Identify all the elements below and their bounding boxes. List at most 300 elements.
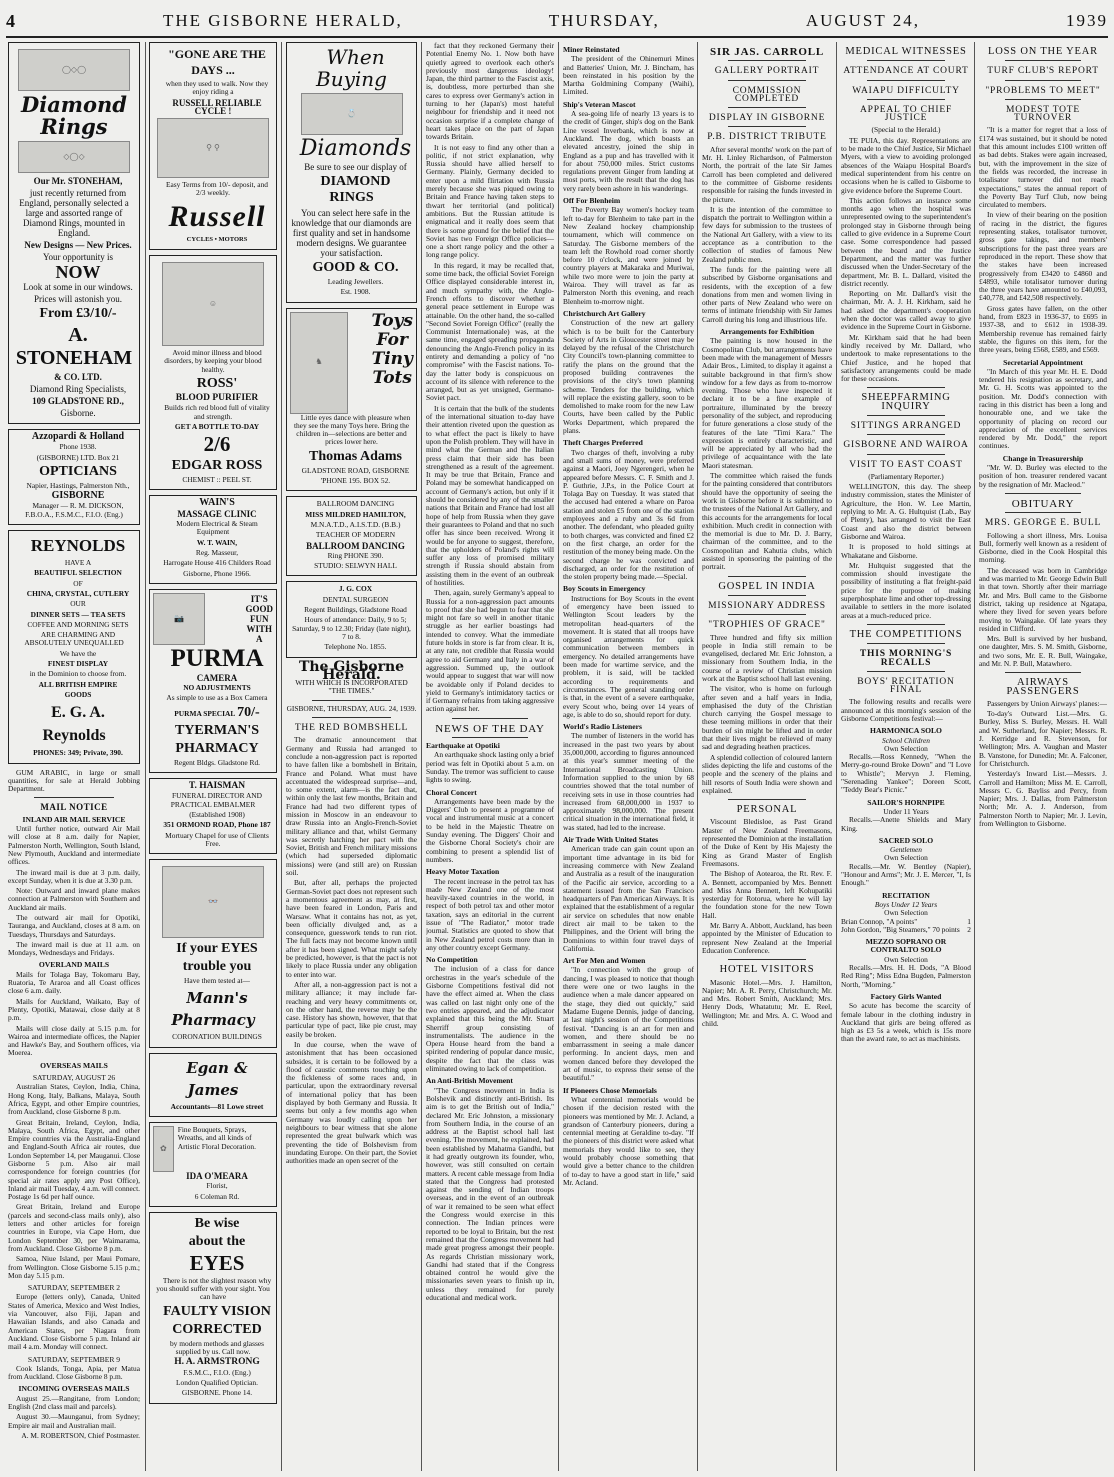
ring-box-illustration: 💍 [301, 93, 403, 135]
advert-headline: FAULTY VISION [163, 1303, 271, 1319]
advert-text: GOODS [64, 689, 92, 699]
column-rule [281, 42, 282, 1471]
news-subhead: Earthquake at Opotiki [426, 741, 500, 751]
article-paragraph: A splendid collection of coloured lantern slides depicting the life and customs of the people and the scenery of the plains and hill resorts of South India were shown and explained. [702, 752, 832, 795]
advert-text: GISBORNE [51, 490, 105, 502]
article-paragraph: August 25.—Rangitane, from London; English (2nd class mail and parcels). [8, 1393, 140, 1412]
competition-class: SAILOR'S HORNPIPE [867, 797, 945, 807]
news-paragraph: Arrangements have been made by the Diggers' Club to present a programme of vocal and instrumental music at a concert to be held in the Majestic Theatre on Sunday evening. The Diggers' Choir and the Gisborne Choral Society's choir are combining to present a splendid list of numbers. [426, 796, 554, 864]
cox-advert [286, 581, 417, 657]
advert-text: Gisborne. [60, 408, 96, 418]
woman-illustration: ☺ [162, 262, 264, 346]
advert-headline: trouble you [182, 959, 252, 975]
article-deck: MODEST TOTE TURNOVER [1006, 104, 1080, 124]
news-subhead: Ship's Veteran Mascot [563, 99, 636, 109]
section-subhead: OVERLAND MAILS [38, 960, 110, 970]
news-paragraph: Instructions for Boy Scouts in the event of emergency have been issued to Wellington Scout leaders by the metropolitan head-quarters of the movement. It is stated that all troops have organised arrangements for quick communication between members in emergency. No detailed arrangements have been made for wartime service, and the problem, it is said, will be tackled according to requirements and circumstances. The general standing order is that, in the event of a severe earthquake, every Scout who, being over 14 years of age, is able to do so, should report for duty. [563, 593, 694, 719]
russell-advert [149, 42, 277, 250]
ross-advert [149, 255, 277, 490]
news-paragraph: An earthquake shock lasting only a brief period was felt in Opotiki about 5 a.m. on Sunday. The tremor was sufficient to cause lights to swing. [426, 750, 554, 785]
article-deck: GALLERY PORTRAIT [714, 66, 820, 77]
advert-text: BLOOD PURIFIER [175, 392, 259, 403]
advert-text: NO ADJUSTMENTS [183, 683, 251, 693]
advert-headline: If your EYES [176, 941, 258, 957]
advert-text: HAVE A [64, 558, 92, 568]
article-deck: WAIAPU DIFFICULTY [852, 85, 960, 96]
masthead [6, 6, 1108, 38]
masthead-year: 1939 [1065, 11, 1108, 30]
advert-headline: CORRECTED [172, 1321, 262, 1337]
section-subhead: OVERSEAS MAILS [40, 1060, 108, 1070]
advert-text: WITH [246, 623, 272, 634]
editorial-paragraph: The dramatic announcement that Germany and Russia had arranged to conclude a non-aggression pact is reported to have fallen like a bombshell in Britain, France and Poland. What must have accentuated the widespread surprise—and, to some extent, alarm—is the fact that, within only the last few months, Britain and France had had two different types of mission in Moscow in an endeavour to draw Russia into an Anglo-French-Soviet military alliance and that, whilst Germany was secretly hatching her pact with the Soviet, British and French military missions (which had superseded diplomatic missions) were (and still are) on Russian soil. [286, 735, 417, 878]
article-paragraph: In view of their bearing on the position of racing in the district, the figures representing stakes, totalisator turnover, gross gate takings, and members' subscriptions for the past three years are reproduced in the report. These show that the stakes have been increased progressively from £3420 to £4860 and £4893, while totalisator turnover during the three years have amounted to £40,093, £40,778, and £42,508 respectively. [979, 210, 1107, 303]
advert-text: Little eyes dance with pleasure when they see the many Toys here. Bring the children in—selections are better and prices lower here. [293, 412, 411, 447]
article-paragraph: So acute has become the scarcity of female labour in the clothing industry in Auckland that girls are being offered as high as £3 5s a week, which is 15s more than the award rate, to act as machinists. [841, 1001, 971, 1044]
advert-text: COFFEE AND MORNING SETS [27, 619, 129, 629]
page-number: 4 [6, 10, 17, 31]
advert-text: Your opportunity is [42, 252, 114, 262]
article-paragraph: After several months' work on the part of Mr. H. Linley Richardson, of Palmerston North, the portrait of the late Sir James Carroll has been completed and delivered to the committee of Gisborne residents responsible for raising the funds invested in the picture. [702, 144, 832, 204]
paper-title: THE GISBORNE HERALD, [163, 11, 403, 30]
advert-text: DINNER SETS — TEA SETS [30, 609, 126, 619]
column-1 [8, 42, 140, 1471]
article-paragraph: Great Britain, Ireland, Ceylon, India, Malaya, South Africa, Egypt, and other Empire countries via the Australia-England and England-South Africa air routes, due London September 14, per Mauganui. Close Gisborne 5 p.m. Also air mail correspondence for foreign countries (for special air rates apply any Post Office), Inland air mail Tuesday, 4 a.m. will connect. Postage 1s 6d per half ounce. [8, 1117, 140, 1202]
column-4 [426, 42, 554, 1471]
advert-text: A [255, 633, 263, 644]
competition-class: Under 11 Years [883, 806, 929, 816]
advert-text: GET A BOTTLE TO-DAY [174, 421, 260, 431]
placing-value: 2 [967, 924, 971, 934]
advert-brand: GOOD & CO. [312, 260, 399, 275]
competition-class: Own Selection [884, 954, 928, 964]
advert-text: Regent Bldgs. Gladstone Rd. [173, 757, 260, 767]
advert-brand: REYNOLDS [30, 536, 126, 556]
news-subhead: Art For Men and Women [563, 956, 646, 966]
azzopardi-advert [8, 429, 140, 525]
advert-brand: E. G. A. Reynolds [42, 704, 106, 745]
advert-text: You can select here safe in the knowledge that our diamonds are first quality and set in handsome modern designs. We guarantee your satisfaction. [291, 208, 412, 258]
section-subhead: SATURDAY, SEPTEMBER 2 [27, 1283, 121, 1293]
advert-text: by modern methods and glasses supplied by us. Call now. [169, 1338, 264, 1357]
competition-class: Own Selection [884, 853, 928, 863]
advert-text: BEAUTIFUL SELECTION [34, 568, 122, 578]
flower-illustration: ✿ [153, 1126, 174, 1172]
article-deck: GISBORNE AND WAIROA [843, 440, 969, 451]
advert-brand: Russell [168, 199, 266, 233]
news-paragraph: The inclusion of a class for dance orchestras in the year's schedule of the Gisborne Competitions festival did not have the effect aimed at. When the class was called on last night only one of the two entries appeared, and the adjudicator explained that this being the Mr. Stuart Sherriff group consisting of instrumentalists. The audience in the Opera House heard from the band a spirited rendering of popular dance music, despite the fact that the class was eliminated owing to lack of competition. [426, 964, 554, 1074]
section-subhead: SATURDAY, AUGUST 26 [32, 1073, 116, 1083]
advert-text: Fine Bouquets, Sprays, Wreaths, and all kinds of Artistic Floral Decoration. [177, 1124, 256, 1151]
advert-text: Avoid minor illness and blood disorders, by keeping your blood healthy. [164, 348, 262, 374]
omeara-advert [149, 1122, 277, 1207]
editorial-paragraph: Then, again, surely Germany's appeal to Russia for a non-aggression pact amounts to proof that she had begun to fear that she might not fare so well in another titanic struggle as her earlier boastings had intended to convey. What the immediate future holds in store is far from clear. It is, at any rate, not credible that Russia would agree to aid Germany and Italy in a war of aggression. Summed up, the outlook would appear to suggest that war will now be avoidable only if Poland decides to yield to Germany's intimidatory tactics or if Germany refrains from taking aggressive action against her. [426, 588, 554, 714]
column-rule [145, 42, 146, 1471]
advert-price: 2/6 [203, 432, 231, 457]
article-paragraph: Reporting on Mr. Dallard's visit the chairman, Mr. A. J. H. Kirkham, said he had asked the department's cooperation when the doctor was called away to give evidence in the Supreme Court in Gisborne. [841, 289, 971, 332]
editorial-dateline: GISBORNE, THURSDAY, AUG. 24, 1939. [286, 703, 417, 713]
signature-line: A. M. ROBERTSON, Chief Postmaster. [21, 1430, 140, 1440]
advert-text: Builds rich red blood full of vitality and strength. [164, 403, 270, 421]
advert-text: Florist, [206, 1181, 228, 1191]
purma-advert [149, 589, 277, 773]
editorial-paragraph: It is not easy to find any other than a politic, if not strict explanation, why Russia should have allied herself to Germany. Plainly, Germany decided to enter upon a mild flirtation with Russia merely because she was piqued owing to Britain and France having taken steps to thwart her territorial (and political) ambitions. But the Russian attitude is enigmatical and it really does seem that there is some ground for the belief that the Soviet has two Foreign Office policies—one a short range policy and the other a long range policy. [426, 142, 554, 260]
article-paragraph: Mrs. Bull is survived by her husband, one daughter, Mrs. S. M. Smith, Gisborne, and two sons, Mr. E. R. Bull, Waingake, and Mr. N. P. Bull, Matawhero. [979, 634, 1107, 668]
column-3 [286, 42, 417, 1471]
news-paragraph: What centennial memorials would be chosen if the decision rested with the pioneers was mentioned by Mr. J. Acland, a grandson of Canterbury pioneers, during a centennial meeting at Geraldine to-day. "If the pioneers of this district were asked what memorials they would like to see, they would probably choose something that would give a better chance to the children of to-day to have a good start in life," said Mr. Acland. [563, 1094, 694, 1187]
advert-text: M.N.A.T.D., A.I.S.T.D. (B.B.) [310, 519, 401, 529]
news-paragraph: A sea-going life of nearly 13 years is to the credit of Ginger, ship's dog on the Bank Line vessel Inverbank, which is now at Auckland. The dog, which boasts an elevated ancestry, joined the ship in England as a pup and has travelled with it for about 750,000 miles. Strict customs regulations prevent Ginger from landing at most ports, with the result that the dog has very rarely been ashore in his wanderings. [563, 109, 694, 193]
advert-text: when they used to walk. Now they enjoy riding a [165, 79, 269, 97]
ring-illustration: ◯◇◯ [18, 49, 130, 91]
article-paragraph: The painting is now housed in the Cosmopolitan Club, but arrangements have been made with the management of Messrs Adair Bros., Limited, to display it against a suitable background in that firm's show window for a few days as from to-morrow evening. Those who have inspected it declare it to be a fine example of portraiture, illuminated by the breezy personality of the subject, and reproducing for future generations a close study of the features of the late "Timi Kara." The expression is entirely characteristic, and will be appreciated by all who had the privilege of acquaintance with the late Maori statesman. [702, 336, 832, 470]
camera-illustration: 📷 [153, 593, 205, 645]
byline: (Special to the Herald.) [871, 125, 941, 135]
article-headline: SIR JAS. CARROLL [710, 46, 824, 58]
egan-james-advert [149, 1053, 277, 1117]
advert-text: Be sure to see our display of [304, 162, 407, 172]
article-paragraph: Cook Islands, Tonga, Apia, per Matua from Auckland. Close Gisborne 8 p.m. [8, 1363, 140, 1382]
mail-notice-heading: MAIL NOTICE [40, 802, 108, 813]
advert-price: 70/- [237, 704, 260, 720]
article-deck: APPEAL TO CHIEF JUSTICE [859, 104, 953, 124]
advert-headline: EYES [189, 1250, 245, 1275]
news-subhead: Secretarial Appointment [1003, 357, 1083, 367]
article-paragraph: Mr. Kirkham said that he had been kindly received by Mr. Dallard, who undertook to make representations to the Chief Justice, and he hoped that satisfactory arrangements could be made for these occasions. [841, 332, 971, 384]
column-rule [836, 42, 837, 1471]
stoneham-headline: Diamond Rings [21, 92, 127, 139]
article-paragraph: The funds for the painting were all subscribed by Gisborne organisations and residents, with the exception of a few donations from men and women living in other parts of New Zealand who were on terms of intimate friendship with Sir James Carroll during his long and illustrious life. [702, 264, 832, 324]
advert-text: OUR [70, 599, 86, 609]
advert-text: Hours of attendance: Daily, 9 to 5; Saturday, 9 to 12.30; Friday (late night), 7 to 8. [292, 615, 411, 641]
article-paragraph: Australian States, Ceylon, India, China, Hong Kong, Italy, Balkans, Malaya, South Africa, Egypt, and other Empire countries, from Auckland, close Gisborne 8 p.m. [8, 1082, 140, 1117]
advert-headline: about the [188, 1233, 246, 1249]
advert-brand: IDA O'MEARA [186, 1170, 248, 1181]
advert-headline: For [376, 329, 408, 350]
article-paragraph: "It is a matter for regret that a loss of £174 was sustained, but it should be noted that this amount includes £100 written off as bad debts. Stakes were again increased, but, with the improvement in the size of the fields was recorded, the increase in totalisator turnover did not reach expectations," states the annual report of the Poverty Bay Turf Club, now being circulated to members. [979, 125, 1107, 210]
advert-text: 'PHONE 195. BOX 52. [320, 476, 391, 486]
article-deck: SITTINGS ARRANGED [850, 420, 962, 431]
article-paragraph: Masonic Hotel.—Mrs. J. Hamilton, Napier; Mr. A. R. Perry, Christchurch; Mr. and Mrs. Robert Smith, Auckland; Mrs. Henry Dods, Whatatutu; Mr. E. Reel, Wellington; Mr. and Mrs. A. C. Wood and child. [702, 977, 832, 1028]
article-paragraph: Mails will close daily at 5.15 p.m. for Wairoa and intermediate offices, the Napier and Hawke's Bay, and Southern offices, via Moerea. [8, 1023, 140, 1058]
article-paragraph: Three hundred and fifty six million people in India still remain to be evangelised, declared Mr. Eric Johnston, a missionary from Southern India, in the course of a review of Christian mission work at the Baptist school hall last evening. [702, 632, 832, 683]
editorial-headline: THE RED BOMBSHELL [294, 723, 409, 734]
article-headline: HOTEL VISITORS [719, 964, 815, 976]
advert-text: Napier, Hastings, Palmerston Nth., [26, 480, 130, 490]
article-paragraph: Mr. Barry A. Abbott, Auckland, has been appointed by the Minister of Education to represent New Zealand at the Imperial Education Conference. [702, 921, 832, 955]
advert-text: Prices will astonish you. [34, 294, 122, 304]
advert-headline: Tots [372, 367, 412, 388]
article-deck: MISSIONARY ADDRESS [708, 600, 826, 611]
article-paragraph: Recalls.—Mrs. H. H. Dods, "A Blood Red Ring"; Miss Edna Bugden, Palmerston North, "Morning." [841, 963, 971, 989]
advert-headline: Tiny [371, 348, 413, 369]
placing-name: John Gordon, "Big Steamers," 70 points [841, 924, 960, 934]
article-paragraph: Samoa, Niue Island, per Maui Pomare, from Wellington. Close Gisborne 5.15 p.m.; Mon day 5.15 p.m. [8, 1254, 140, 1280]
editorial-paragraph: But, after all, perhaps the projected German-Soviet pact does not represent such a momentous agreement as may, at first, have been feared in London, Paris and Warsaw. What it contains has not, as yet, been officially divulged and, as a consequence, guesswork tends to run riot. The full facts may not become known until after it has been signed. What might safely be predicted, however, is that the pact is not likely to place Russia under any obligation to enter into war. [286, 878, 417, 979]
article-paragraph: Recalls.—Ross Kennedy, "When the Merry-go-round Broke Down" and "I Love to Whistle"; Mervyn J. Fleming, "Serenading Yankee"; Doreen Scott, "Teddy Bear's Picnic." [841, 752, 971, 795]
competition-class: Boys Under 12 Years [874, 899, 938, 909]
column-8 [979, 42, 1107, 1471]
advert-text: We have the [59, 648, 97, 658]
article-paragraph: To-day's Outward List.—Mrs. G. Burley, Miss S. Burley, Messrs. H. Wall and W. Sutherland, for Napier; Messrs. R. J. Kerridge and R. Stevenson, for Wellington; Mrs. A. Vaughan and Master B. Vanstone, for Dunedin; Mr. A. Falconer, for Christchurch. [979, 709, 1107, 768]
competition-class: Gentlemen [889, 845, 922, 855]
editorial-paragraph: In due course, when the wave of astonishment that has been occasioned subsides, it is certain to be followed by a flood of caustic comments touching upon the fickleness of some races and, in particular, upon the extraordinary reversal of international policy that has been displayed by both Germany and Russia. It seems but only a few months ago when Germany was loudly calling upon her neighbours to bear witness that she alone represented the great bulwark which was preventing the tide of Bolshevism from inundating Europe. On their part, the Soviet authorities made an open secret of the [286, 1040, 417, 1166]
advert-brand: A. STONEHAM [15, 324, 133, 369]
article-paragraph: The committee which raised the funds for the painting considered that contributors should have the opportunity of seeing the work in Gisborne before it is submitted to the trustees of the National Art Gallery, and this accounts for the arrangements for local exhibition. Much credit in connection with the memorial is due to Mr. D. J. Barry, chairman of the committee, and to the Cosmopolitan and Kahutia clubs, which assisted in sponsoring the painting of the portrait. [702, 471, 832, 572]
advert-text: RUSSELL RELIABLE CYCLE ! [172, 97, 262, 116]
advert-text: PURMA SPECIAL [174, 708, 236, 718]
news-paragraph: The number of listeners in the world has increased in the past two years by about 35,000,000, according to figures announced at this year's summer meeting of the International Broadcasting Union. Information supplied to the union by 68 countries showed that the total number of receiving sets in use in those countries had increased from 68,000,000 in 1937 to approximately 98,000,000. The present critical situation in the international field, it was stated, had led to the increase. [563, 731, 694, 832]
article-paragraph: The Bishop of Aotearoa, the Rt. Rev. F. A. Bennett, accompanied by Mrs. Bennett and Miss Anna Bennett, left Kohupatiki yesterday for Rotorua, where he will lay the foundation stone for the new Town Hall. [702, 869, 832, 920]
article-headline: SHEEPFARMING INQUIRY [861, 392, 951, 412]
article-deck: "PROBLEMS TO MEET" [985, 85, 1101, 96]
advert-brand: Thomas Adams [309, 448, 402, 464]
news-subhead: If Pioneers Chose Memorials [563, 1085, 657, 1095]
advert-text: Leading Jewellers. [327, 277, 384, 286]
advert-price: From £3/10/- [39, 306, 117, 321]
news-subhead: Air Trade With United States [563, 835, 659, 845]
advert-text: Regent Buildings, Gladstone Road [304, 605, 407, 615]
article-headline: PERSONAL [736, 804, 798, 816]
article-headline: GOSPEL IN INDIA [718, 580, 816, 592]
advert-text: Modern Electrical & Steam Equipment [176, 519, 258, 537]
advert-text: (GISBORNE) LTD. Box 21 [36, 452, 120, 462]
advert-text: NOW [55, 262, 101, 282]
advert-text: 109 GLADSTONE RD., [32, 396, 124, 406]
article-paragraph: It is proposed to hold sittings at Whakatane and Gisborne. [841, 542, 971, 560]
advert-text: Telephone No. 1855. [324, 642, 387, 652]
advert-text: BALLROOM DANCING [316, 499, 395, 509]
column-rule [421, 42, 422, 1471]
news-subhead: Off For Blenheim [563, 196, 621, 206]
article-paragraph: Mails for Auckland, Waikato, Bay of Plenty, Opotiki, Matawai, close daily at 8 p.m. [8, 996, 140, 1023]
news-subhead: Change in Treasurership [1002, 453, 1084, 463]
stoneham-advert [8, 42, 140, 424]
advert-text: FINEST DISPLAY [47, 659, 109, 669]
article-paragraph: The deceased was born in Cambridge and was married to Mr. George Edwin Bull in that town. Shortly after their marriage Mr. and Mrs. Bull came to the Gisborne district, taking up residence at Ngatapa, where they lived for seven years before moving to Waingake. Of late years they resided in Clifford. [979, 565, 1107, 633]
advert-brand: J. G. COX [338, 584, 373, 594]
editorial-paragraph: In this regard, it may be recalled that, some time back, the official Soviet Foreign Office displayed considerable interest in, and much sympathy with, the Anglo-French efforts to discover whether a general peace settlement in Europe was attainable. On the other hand, the so-called "Second Soviet Foreign Office" (really the Communist Internationale) was, at the same time, engaged spreading propaganda denouncing the Anglo-French policy in its entirety and demanding a policy of "no compromise" with the Fascist nations. To-day the latter body is conspicuous on account of its silence with reference to the arranged, but as yet unsigned, Germano-Soviet pact. [426, 260, 554, 403]
advert-text: in the Dominion to choose from. [29, 669, 127, 679]
article-deck: DISPLAY IN GISBORNE [708, 113, 826, 124]
toys-illustration: ♞ [290, 312, 348, 414]
advert-text: MASSAGE CLINIC [177, 508, 257, 519]
advert-text: CAMERA [196, 672, 238, 683]
advert-headline: DIAMOND RINGS [320, 174, 391, 205]
advert-text: OF [73, 578, 83, 588]
advert-brand: EDGAR ROSS [171, 458, 263, 474]
news-subhead: Boy Scouts in Emergency [563, 584, 646, 594]
mann-advert [149, 859, 277, 1048]
section-subhead: INCOMING OVERSEAS MAILS [18, 1384, 130, 1394]
masthead-day: THURSDAY, [548, 11, 660, 30]
advert-text: Our Mr. STONEHAM, [33, 176, 123, 186]
competition-class: MEZZO SOPRANO OR CONTRALTO SOLO [865, 937, 947, 955]
advert-brand: TYERMAN'S [174, 722, 259, 738]
haisman-advert [149, 778, 277, 854]
advert-text: As simple to use as a Box Camera [166, 693, 268, 703]
article-paragraph: The following results and recalls were announced at this morning's session of the Gisborne Competitions festival:— [841, 697, 971, 723]
advert-text: Accountants—81 Lowe street [170, 1101, 264, 1111]
column-5 [563, 42, 694, 1471]
advert-text: GLADSTONE ROAD, GISBORNE [301, 465, 410, 475]
wain-advert [149, 495, 277, 583]
article-paragraph: It is the intention of the committee to dispatch the portrait to Wellington within a few days for submission to the trustees of the National Art Gallery, with a view to its acceptance as a contribution to the collection of studies of famous New Zealand public men. [702, 204, 832, 264]
man-with-glasses-illustration: 👓 [162, 866, 264, 938]
article-headline: MEDICAL WITNESSES [845, 46, 967, 57]
article-paragraph: Until further notice, outward Air Mail will close at 8 a.m. daily for Napier, Palmerston North, Wellington, South Island, New Plymouth, Auckland and intermediate offices. [8, 824, 140, 867]
article-deck: THIS MORNING'S RECALLS [859, 649, 953, 668]
article-paragraph: Gross gates have fallen, on the other hand, from £823 in 1936-37, to £695 in 1937-38, and to £612 in 1938-39. Membership revenue has remained fairly stable, the figures on this item, for the three years, being £568, £589, and £569. [979, 303, 1107, 355]
advert-text: Harrogate House 416 Childers Road [163, 558, 271, 568]
advert-text: 6 Coleman Rd. [194, 1191, 240, 1201]
placing-name: Brian Connop, "A points" [841, 916, 918, 926]
news-of-the-day-heading: NEWS OF THE DAY [435, 722, 545, 735]
article-deck: COMMISSION COMPLETED [732, 85, 802, 104]
news-subhead: Heavy Motor Taxation [426, 867, 500, 877]
article-headline: THE COMPETITIONS [849, 628, 963, 640]
column-6 [702, 42, 832, 1471]
article-paragraph: Europe (letters only), Canada, United States of America, Mexico and West Indies, via Vancouver, also Fiji, Japan and Hawaiian Islands, and also Canada and American States, per Niagara from Auckland. Close Gisborne 5 p.m. Inland air mail 4 a.m. Monday will connect. [8, 1292, 140, 1352]
article-paragraph: Recalls.—Anette Shields and Mary King. [841, 815, 971, 833]
advert-text: OPTICIANS [39, 463, 117, 479]
article-paragraph: TE PUIA, this day. Representations are to be made to the Chief Justice, Sir Michael Myers, with a view to avoiding prolonged absences of the Waiapu Hospital Board's medical superintendent from his centre on occasions when he is called to Gisborne to give evidence before the Supreme Court. [841, 135, 971, 195]
article-deck: "TROPHIES OF GRACE" [708, 620, 826, 631]
column-rule [558, 42, 559, 1471]
news-subhead: Miner Reinstated [563, 45, 620, 54]
advert-text: TEACHER OF MODERN [315, 530, 396, 540]
advert-text: Look at some in our windows. [23, 282, 133, 292]
advert-text: Ring PHONE 390. [327, 550, 384, 560]
column-2 [149, 42, 277, 1471]
advert-text: Reg. Masseur, [195, 547, 239, 557]
news-paragraph: The recent increase in the petrol tax has made New Zealand one of the most heavily-taxed countries in the world, in respect of both petrol tax and other motor taxation, says an editorial in the current issue of "The Radiator," motor trade journal. Statistics are quoted to show that in New Zealand petrol costs more than in any other country except Germany. [426, 876, 554, 952]
good-and-co-advert [286, 42, 417, 303]
news-subhead: Arrangements for Exhibition [719, 327, 815, 337]
armstrong-advert [149, 1212, 277, 1404]
advert-text: FUN [249, 613, 269, 624]
advert-headline: Toys [371, 310, 413, 331]
advert-brand: MISS MILDRED HAMILTON, [305, 509, 406, 519]
competition-class: HARMONICA SOLO [870, 726, 942, 736]
news-paragraph: "The Congress movement in India is Bolshevik and distinctly anti-British. Its aim is to get the British out of India," declared Mr. Eric Johnston, a missionary from Southern India, in the course of an address at the Baptist school hall last evening. The movement, he explained, had been established by Mahatma Gandhi, but it had greatly outgrown its founder, who, however, was still consulted on certain matters. A recent cable message from India stated that the Congress had protested against the sending of Indian troops overseas, and in the event of an outbreak of war it remained to be seen what effect the Congress would exercise in this connection. The Indian princes were reported to be loyal to Britain, but the rest remained that the Congress movement had made great progress amongst their people. As regards Christian missionary work, Gandhi had stated that if the Congress obtained control he would give the missionaries seven years to finish up in, unless they remained for purely educational and medical work. [426, 1085, 554, 1303]
article-deck: TURF CLUB'S REPORT [987, 66, 1099, 77]
advert-text: New Designs — New Prices. [24, 240, 132, 250]
article-deck: P.B. DISTRICT TRIBUTE [707, 132, 827, 143]
advert-text: ALL BRITISH EMPIRE [38, 679, 118, 689]
column-7 [841, 42, 971, 1471]
advert-text: FUNERAL DIRECTOR AND PRACTICAL EMBALMER [170, 791, 262, 809]
cyclist-illustration: ⚲ ⚲ [157, 118, 269, 178]
byline: (Parliamentary Reporter.) [868, 471, 944, 481]
editorial-subtitle: WITH WHICH IS INCORPORATED [295, 678, 408, 688]
advert-text: Manager — R. M. DICKSON, F.B.O.A., F.S.M.C., F.I.O. (Eng.) [25, 501, 124, 519]
advert-text: ARE CHARMING AND ABSOLUTELY UNEQUALLED [24, 630, 124, 648]
article-paragraph: Mails for Tolaga Bay, Tokomaru Bay, Ruatoria, Te Araroa and all Coast offices close 6 a.m. daily. [8, 969, 140, 996]
editorial-paragraph: fact that they reckoned Germany their Potential Enemy No. 1. Now both have quietly agreed to overlook each other's previously most dangerous ideology! Japan, the third partner to the Fascist axis, is, doubtless, more perturbed than she cares to express over Germany's action in turning to her (Japan's) most hateful neighbour for friendship and it need not occasion surprise if a complete change of heart takes place on the part of Japan towards Britain. [426, 42, 554, 142]
column-rule [974, 42, 975, 1471]
article-deck: BOYS' RECITATION FINAL [857, 676, 955, 696]
news-subhead: Factory Girls Wanted [870, 991, 942, 1001]
news-subhead: No Competition [426, 955, 478, 965]
advert-text: Gisborne, Phone 1966. [183, 568, 251, 578]
news-subhead: World's Radio Listeners [563, 722, 642, 732]
news-paragraph: Two charges of theft, involving a ruby and small sums of money, were preferred against a Maori, Joey Ngerengeri, when he appeared before Messrs. C. F. Smith and J. P. Guthrie, J.P.s, in the Police Court at Tolaga Bay on Tuesday. It was stated that the accused had entered a whare on Paroa station and stolen £5 from one of the station employees and a ruby and 3s 6d from another. The defendant, who pleaded guilty to both charges, was convicted and fined £2 on the first charge, an order for the restitution of the money being made. On the second charge he was convicted and discharged, an order for the restitution of the stolen property being made.—Special. [563, 447, 694, 582]
article-paragraph: This action follows an instance some months ago when the hospital was unrepresented owing to the superintendent's prolonged stay in Gisborne through being called to give evidence in a Supreme Court case. Some correspondence had passed between the board and the Justice Department, and the matter was further discussed when the Under-Secretary of the department, Mr. B. L. Dallard, visited the district recently. [841, 195, 971, 288]
column-rule [697, 42, 698, 1471]
article-paragraph: Great Britain, Ireland and Europe (parcels and second-class mails only), also letters and other articles for foreign countries in Europe, via Cape Horn, due London September 30, per Waimarama, from Auckland. Close Gisborne 8 p.m. [8, 1202, 140, 1253]
advert-brand: Egan & James [186, 1058, 248, 1099]
article-paragraph: August 30.—Maunganui, from Sydney; Empire air mail and Australian mail. [8, 1412, 140, 1430]
news-paragraph: The president of the Ohinemuri Mines and Batteries' Union, Mr. J. Bincham, has been reinstated in his position by the Martha Goldmining Company (Waihi), Limited. [563, 54, 694, 97]
article-deck: MRS. GEORGE E. BULL [984, 518, 1102, 529]
ring-illustration: ◇◯◇ [18, 141, 130, 173]
advert-brand: Mann's Pharmacy [171, 989, 255, 1030]
dancing-advert [286, 496, 417, 576]
advert-text: PHONES: 349; Private, 390. [33, 748, 123, 758]
advert-text: BALLROOM DANCING [306, 540, 405, 551]
reynolds-advert [8, 530, 140, 763]
article-paragraph: The inward mail is due at 11 a.m. on Mondays, Wednesdays and Fridays. [8, 939, 140, 958]
article-paragraph: "In March of this year Mr. H. E. Dodd tendered his resignation as secretary, and Mr. G. H. Scotts was appointed to the position. Mr. Dodd's connection with racing in this district has been a long and honourable one, and we take the opportunity of placing on record our appreciation of the excellent services rendered by Mr. Dodd," the report continues. [979, 366, 1107, 451]
editorial-masthead [286, 658, 417, 734]
advert-text: CHINA, CRYSTAL, CUTLERY [26, 588, 130, 598]
advert-brand: H. A. ARMSTRONG [174, 1357, 260, 1368]
article-deck: ATTENDANCE AT COURT [843, 66, 969, 77]
editorial-paragraph: It is certain that the bulk of the students of the international situation to-day have their attention riveted upon the question as to what effect the pact is likely to have upon the Polish problem. They will have in mind what the German and the Italian press claim that their side has been strengthened as a result of the agreement. It may be true that Britain, France and Poland may be somewhat handicapped on account of Germany's action, but only if it should be considered by any of the smaller nations that Britain and France had lost all hope of help from Russia when they gave their guarantees to Poland and that no such offer has since been received. Wrong it would be for anyone to suggest, therefore, that the upholders of Poland's rights will suffer any loss of promised military strength if Russia should abstain from assisting them in the event of an outbreak of hostilities. [426, 403, 554, 587]
article-paragraph: Note: Outward and inward plane makes connection at Palmerston with Southern and Auckland air mails. [8, 886, 140, 912]
advert-headline: Be wise [194, 1215, 240, 1231]
competition-class: Own Selection [884, 743, 928, 753]
advert-text: Have them tested at— [184, 976, 250, 986]
article-paragraph: Following a short illness, Mrs. Louisa Bull, formerly well known as a resident of Gisborne, died in the Cook Hospital this morning. [979, 530, 1107, 565]
advert-text: IT'S [250, 593, 268, 604]
editorial-paragraph: After all, a non-aggression pact is not a military alliance; it may include far-reaching and very heavy commitments or, on the other hand, the reverse may be the case. History has shown, however, that that particular type of pact, like pie crust, may easily be broken. [286, 979, 417, 1039]
placing-row [841, 926, 971, 934]
advert-brand: Azzopardi & Holland [31, 431, 125, 442]
article-paragraph: Viscount Bledisloe, as Past Grand Master of New Zealand Freemasons, represented the Dominion at the installation of the Duke of Kent by His Majesty the King as Grand Master of English Freemasons. [702, 817, 832, 868]
editorial-subtitle: "THE TIMES." [328, 686, 375, 696]
article-deck: VISIT TO EAST COAST [849, 459, 963, 470]
article-paragraph: Mr. Hultquist suggested that the commission should investigate the possibility of instituting a flat freight-paid price for the purpose of making superphosphate lime and other top-dressing available to settlers in the more isolated areas at a much-reduced price. [841, 560, 971, 620]
advert-text: W. T. WAIN, [196, 537, 238, 547]
competition-class: RECITATION [882, 890, 930, 900]
advert-text: (Established 1908) [189, 809, 245, 819]
news-paragraph: Construction of the new art gallery which is to be built for the Canterbury Society of Arts in Gloucester street may be delayed by the refusal of the Christchurch City Council's town-planning committee to ratify the plans on the ground that the proposed building contravenes the provisions of the city's town planning scheme. Tenders for the building, which will replace the existing gallery, soon to be demolished to make room for the new Law Courts, have been called by the Public Works Department, which prepared the plans. [563, 318, 694, 436]
news-subhead: Choral Concert [426, 787, 477, 797]
advert-text: GOOD [245, 603, 273, 614]
competition-class: School Children [882, 735, 930, 745]
advert-text: Mortuary Chapel for use of Clients Free. [165, 830, 269, 848]
advert-text: CHEMIST :: PEEL ST. [182, 475, 252, 485]
competition-class: Own Selection [884, 908, 928, 918]
news-paragraph: "In connection with the group of dancing, I was pleased to notice that though there were one or two laughs in the audience when a male dancer appeared on the stage, they died out quickly," said Madame Eugene Dennis, judge of dancing, at last night's session of the Competitions festival. "Dancing is an art for men and women, and there should be no embarrassment in seeing a male dancer performing. In ancient days, men and women danced before they developed the art of music, to express their sense of the beautiful." [563, 965, 694, 1083]
article-headline: LOSS ON THE YEAR [988, 46, 1098, 57]
article-paragraph: The outward air mail for Opotiki, Tauranga, and Auckland, closes at 8 a.m. on Tuesdays, Thursdays and Saturdays. [8, 912, 140, 939]
editorial-paper-title: The Gisborne Herald. [298, 658, 405, 683]
article-headline: AIRWAYS PASSENGERS [1006, 677, 1080, 697]
advert-brand: PURMA [170, 644, 264, 672]
advert-text: Phone 1938. [59, 442, 97, 452]
gum-arabic-notice: GUM ARABIC, in large or small quantities, for sale at Herald Jobbing Department. [8, 767, 140, 794]
advert-brand: WAIN'S [199, 497, 235, 509]
advert-brand: PHARMACY [175, 740, 259, 756]
advert-text: just recently returned from England, personally selected a large and assorted range of Diamond Rings, mounted in England. [19, 188, 129, 238]
news-subhead: An Anti-British Movement [426, 1076, 513, 1086]
article-paragraph: The visitor, who is home on furlough after seven and a half years in India, emphasised the duty of the Christian church carrying the Gospel message to these teeming millions in order that their burden of sin might be lifted and in order that their lives might be relieved of many sad and degrading heathen practices. [702, 684, 832, 752]
advert-headline: When Buying [316, 45, 387, 91]
masthead-date: AUGUST 24, [805, 11, 920, 30]
